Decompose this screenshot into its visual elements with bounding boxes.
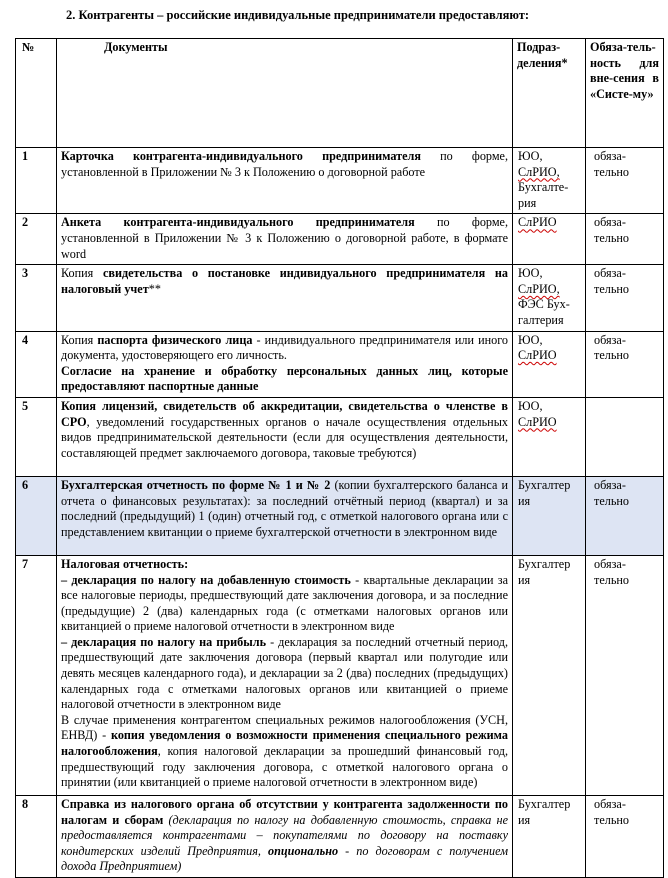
row-number: 3	[16, 265, 57, 331]
table-row	[16, 265, 664, 331]
row-document: Копия паспорта физического лица - индивидуального предпринимателя или иного документа, удостоверяющего его личность. Согласие на хранение и обработку персональных данных лиц, которые предоставляют паспортные данные	[57, 331, 513, 397]
row-number: 1	[16, 148, 57, 214]
header-departments: Подраз-деления*	[513, 39, 586, 148]
row-document: Налоговая отчетность: – декларация по налогу на добавленную стоимость - квартальные декларации за все налоговые периоды, предшествующий дате заключения договора, и за последние (предыдущие) 2 (два) календарных года (с отметками налоговых органов или квитанцией о приеме налоговой отчетности в электронном виде – декларация по налогу на прибыль - декларация за последний отчетный период, предшествующий дате заключения договора (первый квартал или полугодие или девять месяцев календарного года), и декларации за 2 (два) последних (предыдущих) календарных года с отметками налоговых органов или квитанцией о приеме налоговой отчетности в электронном виде В случае применения контрагентом специальных режимов налогообложения (УСН, ЕНВД) - копия уведомления о возможности применения специального режима налогообложения, копия налоговой декларации за прошедший финансовый год, предшествующий году заключения договора, с отметкой налогового органа о принятии (или квитанцией о приеме налоговой отчетности в электронном виде)	[57, 555, 513, 795]
row-obligation	[586, 397, 664, 476]
row-document: Карточка контрагента-индивидуального предпринимателя по форме, установленной в Приложении № 3 к Положению о договорной работе	[57, 148, 513, 214]
row-number: 5	[16, 397, 57, 476]
row-number: 6	[16, 476, 57, 555]
table-row-highlighted	[16, 476, 664, 555]
row-document: Бухгалтерская отчетность по форме № 1 и № 2 (копии бухгалтерского баланса и отчета о финансовых результатах): за последний отчётный период (квартал) и за последний (предыдущий) 1 (один) отчетный год, с отметкой налогового органа или с представлением квитанции о приеме бухгалтерской отчетности в электронном виде	[57, 476, 513, 555]
row-departments: ЮО, СлРИО	[513, 397, 586, 476]
table-row	[16, 555, 664, 795]
header-num: №	[16, 39, 57, 148]
row-obligation: обяза-тельно	[586, 555, 664, 795]
row-obligation: обяза-тельно	[586, 214, 664, 265]
row-number: 4	[16, 331, 57, 397]
table-row	[16, 331, 664, 397]
row-obligation: обяза-тельно	[586, 331, 664, 397]
row-document: Копия свидетельства о постановке индивидуального предпринимателя на налоговый учет**	[57, 265, 513, 331]
header-documents: Документы	[57, 39, 513, 148]
table-row	[16, 214, 664, 265]
row-document: Справка из налогового органа об отсутствии у контрагента задолженности по налогам и сборам (декларация по налогу на добавленную стоимость, справка не предоставляется контрагентами – покупателями по договору на поставку кондитерских изделий Предприятия, опционально - по договорам с получением дохода Предприятием)	[57, 795, 513, 877]
row-departments: ЮО, СлРИО	[513, 331, 586, 397]
row-departments: ЮО, СлРИО, ФЭС Бух-галтерия	[513, 265, 586, 331]
row-obligation: обяза-тельно	[586, 148, 664, 214]
table-row	[16, 795, 664, 877]
documents-table	[15, 38, 664, 878]
section-title: 2. Контрагенты – российские индивидуальные предприниматели предоставляют:	[66, 8, 530, 22]
row-departments: Бухгалтер ия	[513, 476, 586, 555]
table-header-row	[16, 39, 664, 148]
row-obligation: обяза-тельно	[586, 795, 664, 877]
table-row	[16, 148, 664, 214]
row-obligation: обяза-тельно	[586, 476, 664, 555]
row-obligation: обяза-тельно	[586, 265, 664, 331]
row-document: Анкета контрагента-индивидуального предпринимателя по форме, установленной в Приложении № 3 к Положению о договорной работе, в формате word	[57, 214, 513, 265]
row-departments: СлРИО	[513, 214, 586, 265]
row-departments: Бухгалтер ия	[513, 555, 586, 795]
table-row	[16, 397, 664, 476]
row-number: 7	[16, 555, 57, 795]
row-departments: Бухгалтер ия	[513, 795, 586, 877]
row-document: Копия лицензий, свидетельств об аккредитации, свидетельства о членстве в СРО, уведомлений государственных органов о начале осуществления отдельных видов предпринимательской деятельности (если для осуществления деятельности, составляющей предмет заключаемого договора, таковые требуются)	[57, 397, 513, 476]
row-number: 2	[16, 214, 57, 265]
row-departments: ЮО, СлРИО, Бухгалте-рия	[513, 148, 586, 214]
row-number: 8	[16, 795, 57, 877]
header-obligation: Обяза-тель-ность для вне-сения в «Систе-му»	[586, 39, 664, 148]
